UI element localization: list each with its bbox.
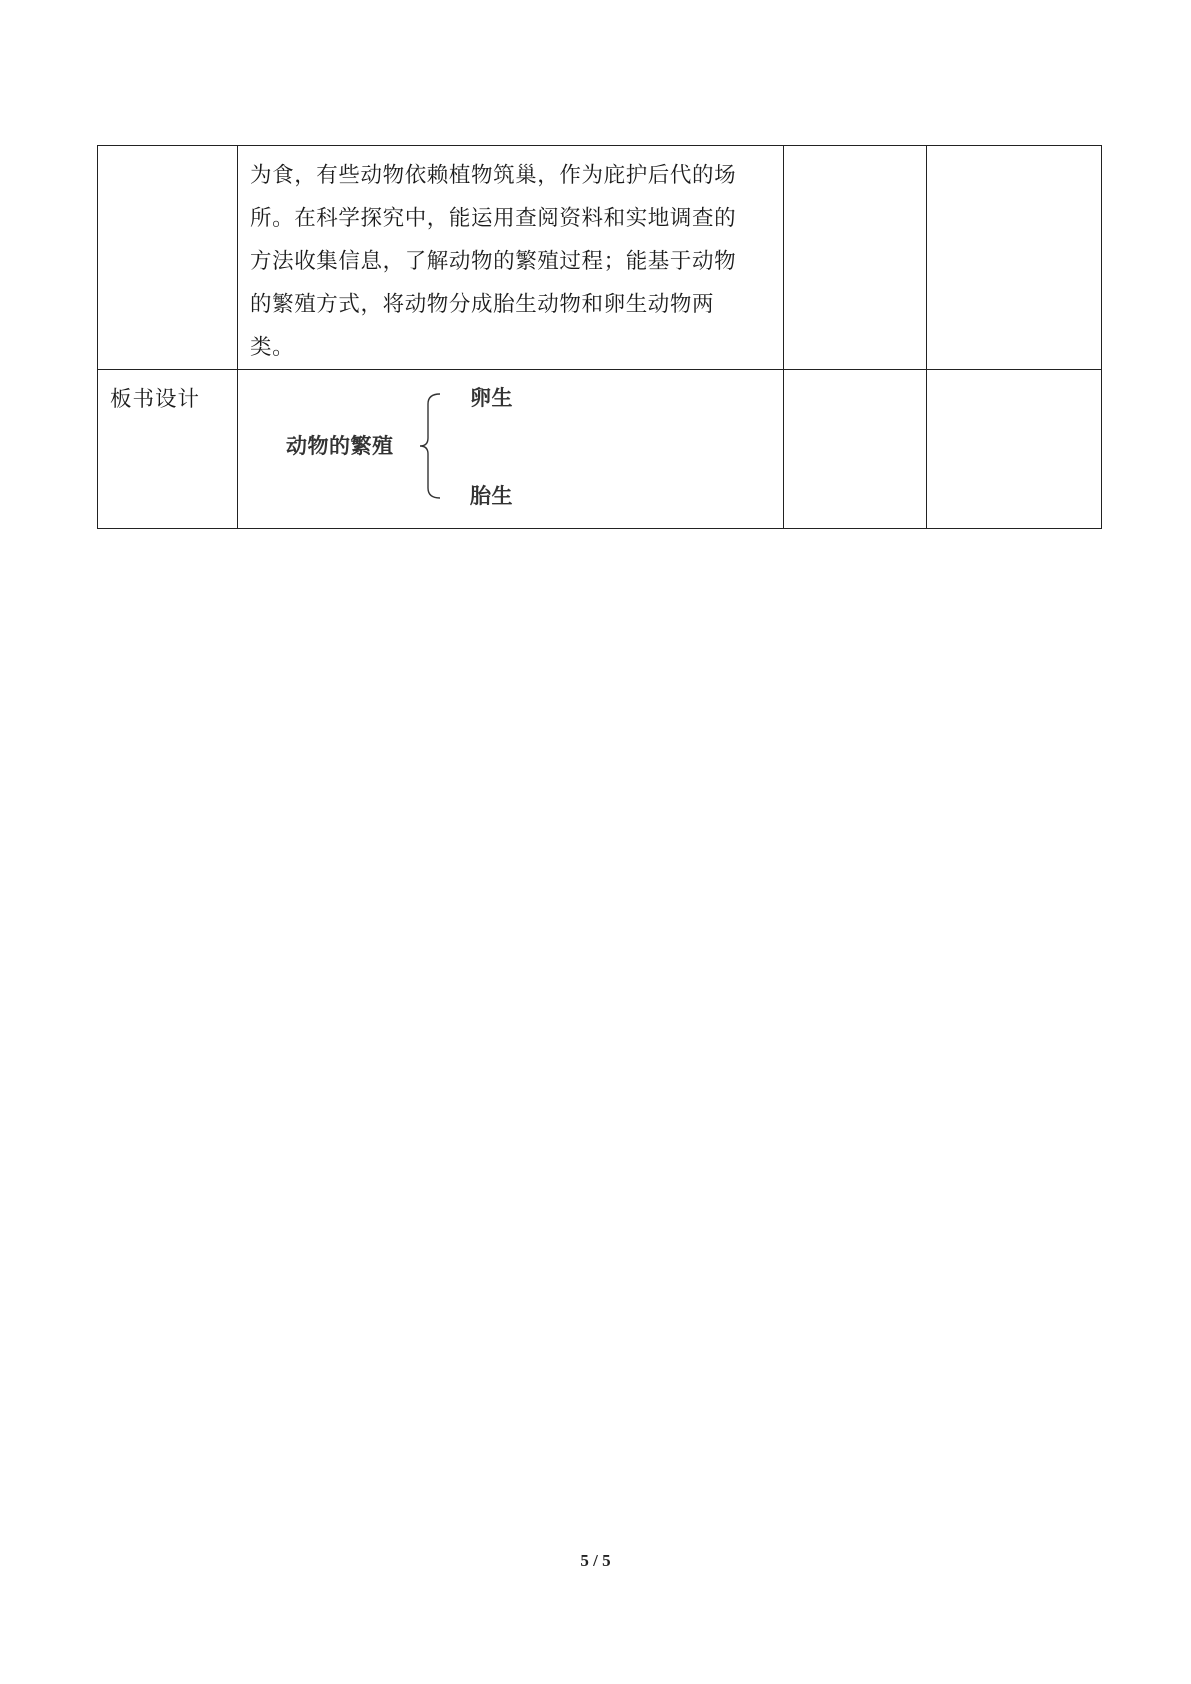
content-line: 类。 bbox=[250, 335, 295, 360]
content-text bbox=[238, 146, 783, 369]
empty-cell bbox=[927, 146, 1102, 370]
brace-icon bbox=[418, 390, 446, 502]
row-label-cell bbox=[98, 370, 238, 529]
empty-cell bbox=[784, 370, 927, 529]
content-line: 的繁殖方式，将动物分成胎生动物和卵生动物两 bbox=[250, 292, 715, 317]
board-design bbox=[238, 370, 783, 528]
content-line: 为食，有些动物依赖植物筑巢，作为庇护后代的场 bbox=[250, 163, 737, 188]
board-branch-oviparous: 卵生 bbox=[470, 386, 513, 410]
row-label bbox=[98, 146, 237, 158]
content-line: 方法收集信息，了解动物的繁殖过程；能基于动物 bbox=[250, 249, 737, 274]
table-row bbox=[98, 370, 1102, 529]
row-label: 板书设计 bbox=[110, 387, 201, 412]
empty-cell bbox=[927, 370, 1102, 529]
content-cell bbox=[238, 146, 784, 370]
lesson-plan-table bbox=[97, 145, 1102, 529]
board-branch-viviparous: 胎生 bbox=[470, 484, 513, 508]
content-line: 所。在科学探究中，能运用查阅资料和实地调查的 bbox=[250, 206, 737, 231]
board-design-cell bbox=[238, 370, 784, 529]
board-main-topic: 动物的繁殖 bbox=[286, 434, 394, 458]
row-label-cell bbox=[98, 146, 238, 370]
table-row bbox=[98, 146, 1102, 370]
page-number: 5 / 5 bbox=[580, 1551, 611, 1570]
empty-cell bbox=[784, 146, 927, 370]
